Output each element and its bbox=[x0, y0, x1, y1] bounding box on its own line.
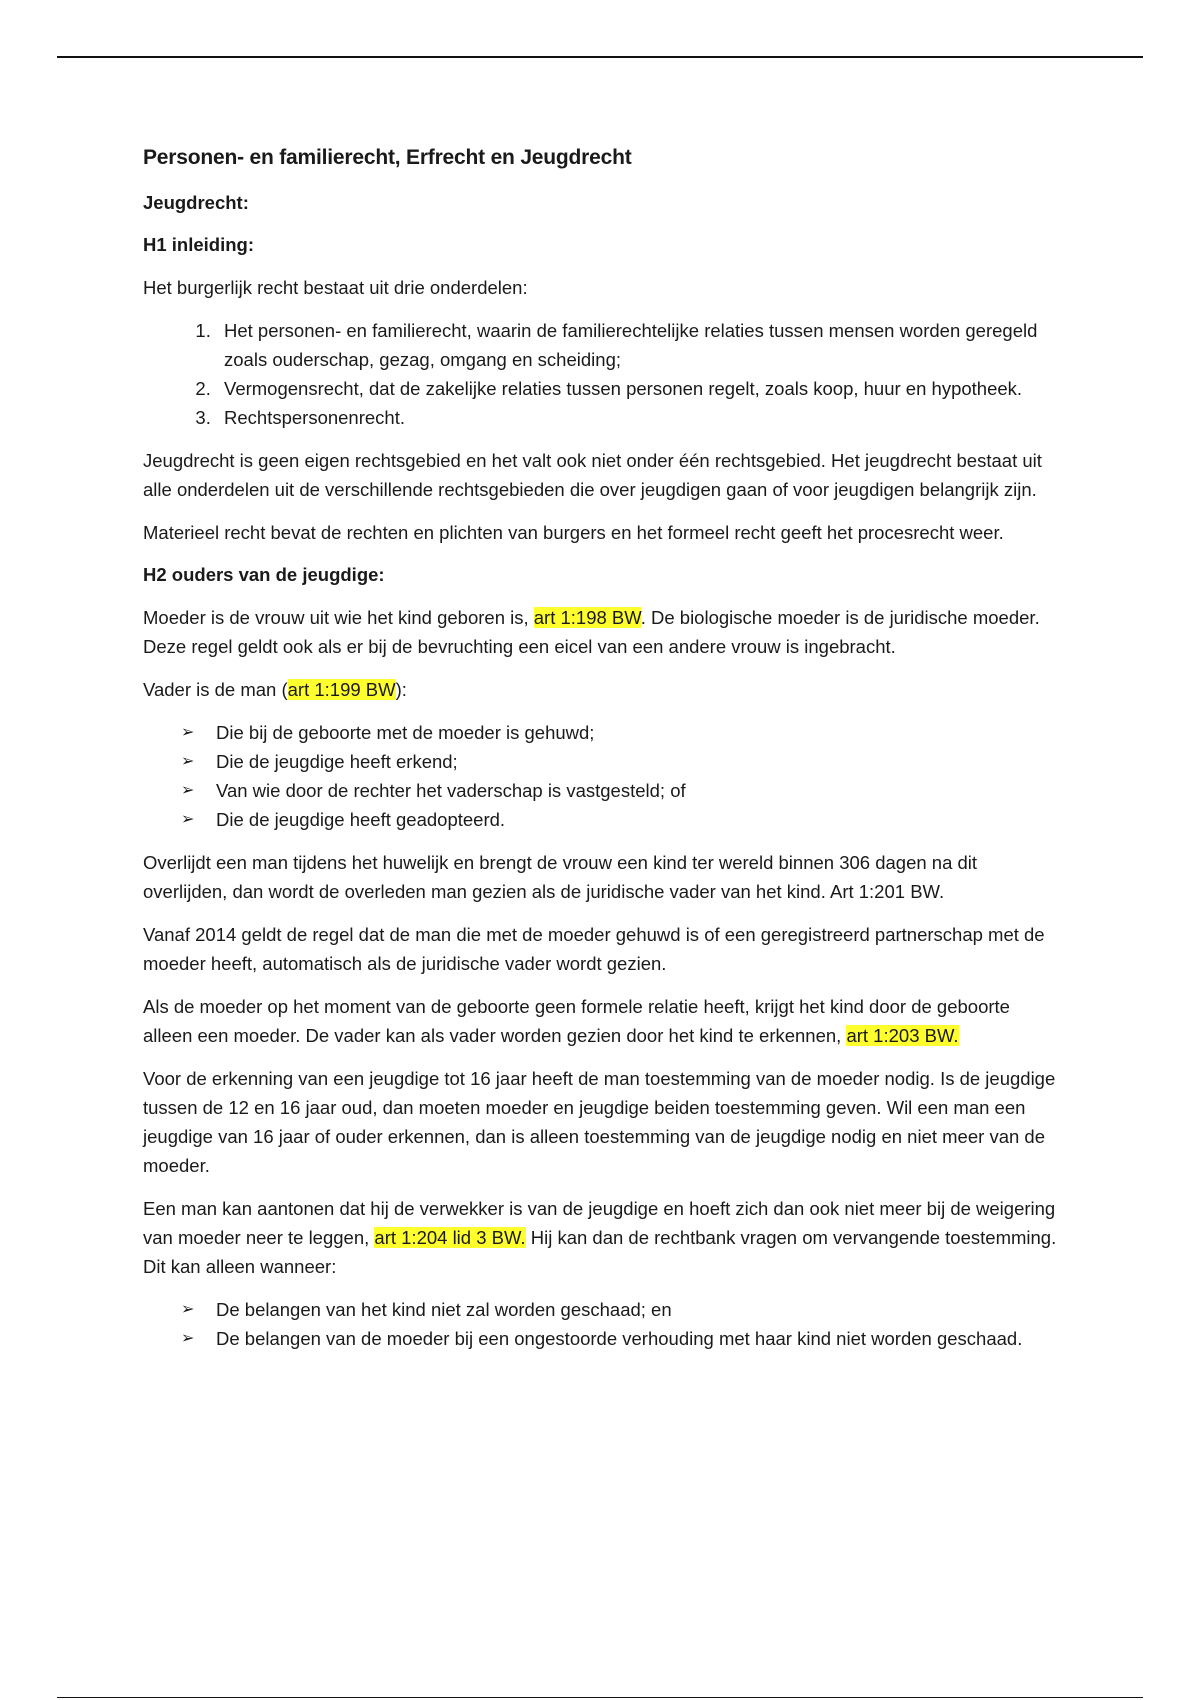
highlighted-article: art 1:199 BW bbox=[287, 679, 396, 700]
document-title: Personen- en familierecht, Erfrecht en Jeugdrecht bbox=[143, 146, 632, 169]
highlighted-article: art 1:203 BW. bbox=[846, 1025, 959, 1046]
paragraph-verwekker: Een man kan aantonen dat hij de verwekker is van de jeugdige en hoeft zich dan ook niet meer bij de weigering van moeder neer te leggen, art 1:204 lid 3 BW. Hij kan dan de rechtbank vragen om vervangende toestemming. Dit kan alleen wanneer: bbox=[143, 1198, 1057, 1277]
list-item: 1. Het personen- en familierecht, waarin de familierechtelijke relaties tussen mensen worden geregeld zoals ouderschap, gezag, omgang en scheiding; bbox=[216, 316, 1063, 374]
bullet-list-belangen bbox=[143, 1295, 1063, 1353]
list-item: ➢ Die de jeugdige heeft erkend; bbox=[216, 747, 1063, 776]
paragraph-toestemming: Voor de erkenning van een jeugdige tot 16 jaar heeft de man toestemming van de moeder nodig. Is de jeugdige tussen de 12 en 16 jaar oud, dan moeten moeder en jeugdige beiden toestemming geven. Wil een man een jeugdige van 16 jaar of ouder erkennen, dan is alleen toestemming van de jeugdige nodig en niet meer van de moeder. bbox=[143, 1068, 1056, 1176]
bullet-list-vader bbox=[143, 718, 1063, 834]
list-item: 3. Rechtspersonenrecht. bbox=[216, 403, 1063, 432]
arrow-bullet-icon: ➢ bbox=[181, 811, 195, 828]
arrow-bullet-icon: ➢ bbox=[181, 1330, 195, 1347]
paragraph-vader: Vader is de man (art 1:199 BW): bbox=[143, 679, 407, 700]
footer-rule bbox=[57, 1697, 1143, 1698]
paragraph-moeder: Moeder is de vrouw uit wie het kind geboren is, art 1:198 BW. De biologische moeder is de juridische moeder. Deze regel geldt ook als er bij de bevruchting een eicel van een andere vrouw is ingebracht. bbox=[143, 607, 1040, 657]
list-item: ➢ De belangen van het kind niet zal worden geschaad; en bbox=[216, 1295, 1063, 1324]
list-item: ➢ Die de jeugdige heeft geadopteerd. bbox=[216, 805, 1063, 834]
numbered-list bbox=[143, 316, 1063, 432]
chapter-2-heading: H2 ouders van de jeugdige: bbox=[143, 564, 385, 585]
highlighted-article: art 1:198 BW bbox=[533, 607, 641, 628]
arrow-bullet-icon: ➢ bbox=[181, 1301, 195, 1318]
list-item: ➢ Die bij de geboorte met de moeder is gehuwd; bbox=[216, 718, 1063, 747]
paragraph-jeugdrecht: Jeugdrecht is geen eigen rechtsgebied en het valt ook niet onder één rechtsgebied. Het jeugdrecht bestaat uit alle onderdelen uit de verschillende rechtsgebieden die over jeugdigen gaan of voor jeugdigen belangrijk zijn. bbox=[143, 450, 1042, 500]
arrow-bullet-icon: ➢ bbox=[181, 753, 195, 770]
list-item: ➢ De belangen van de moeder bij een ongestoorde verhouding met haar kind niet worden geschaad. bbox=[216, 1324, 1063, 1353]
arrow-bullet-icon: ➢ bbox=[181, 782, 195, 799]
paragraph-erkennen: Als de moeder op het moment van de geboorte geen formele relatie heeft, krijgt het kind door de geboorte alleen een moeder. De vader kan als vader worden gezien door het kind te erkennen, art 1:203 BW. bbox=[143, 996, 1010, 1046]
arrow-bullet-icon: ➢ bbox=[181, 724, 195, 741]
section-heading: Jeugdrecht: bbox=[143, 192, 249, 213]
paragraph-2014: Vanaf 2014 geldt de regel dat de man die met de moeder gehuwd is of een geregistreerd partnerschap met de moeder heeft, automatisch als de juridische vader wordt gezien. bbox=[143, 924, 1045, 974]
paragraph-overlijdt: Overlijdt een man tijdens het huwelijk en brengt de vrouw een kind ter wereld binnen 306 dagen na dit overlijden, dan wordt de overleden man gezien als de juridische vader van het kind. Art 1:201 BW. bbox=[143, 852, 978, 902]
intro-paragraph: Het burgerlijk recht bestaat uit drie onderdelen: bbox=[143, 277, 528, 298]
document-body bbox=[143, 143, 1063, 1367]
paragraph-materieel: Materieel recht bevat de rechten en plichten van burgers en het formeel recht geeft het procesrecht weer. bbox=[143, 522, 1004, 543]
highlighted-article: art 1:204 lid 3 BW. bbox=[374, 1227, 526, 1248]
chapter-1-heading: H1 inleiding: bbox=[143, 234, 254, 255]
header-rule bbox=[57, 56, 1143, 58]
list-item: 2. Vermogensrecht, dat de zakelijke relaties tussen personen regelt, zoals koop, huur en hypotheek. bbox=[216, 374, 1063, 403]
list-item: ➢ Van wie door de rechter het vaderschap is vastgesteld; of bbox=[216, 776, 1063, 805]
